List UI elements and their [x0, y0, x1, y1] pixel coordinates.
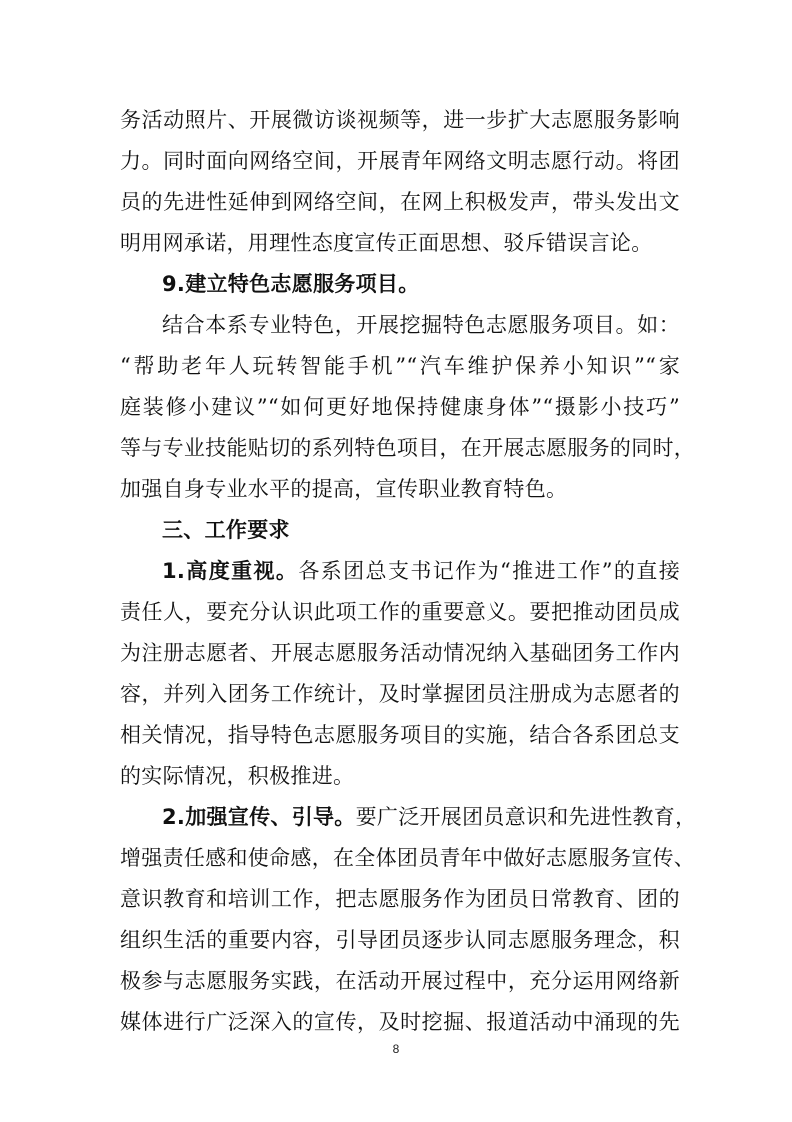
text-line: 为注册志愿者、开展志愿服务活动情况纳入基础团务工作内	[120, 641, 680, 665]
text-line: 媒体进行广泛深入的宣传，及时挖掘、报道活动中涌现的先	[120, 1010, 680, 1034]
text-line: 等与专业技能贴切的系列特色项目，在开展志愿服务的同时，	[120, 436, 696, 460]
req2-bold-lead: 2.加强宣传、引导。	[162, 805, 356, 829]
text-line: 明用网承诺，用理性态度宣传正面思想、驳斥错误言论。	[120, 231, 653, 255]
req1-first-rest: 各系团总支书记作为“推进工作”的直接	[298, 559, 680, 583]
text-line: 员的先进性延伸到网络空间，在网上积极发声，带头发出文	[120, 190, 680, 214]
item9-heading: 9.建立特色志愿服务项目。	[162, 272, 420, 296]
page-number: 8	[392, 1042, 400, 1056]
req1-first-line	[162, 553, 680, 589]
text-line: 意识教育和培训工作，把志愿服务作为团员日常教育、团的	[120, 887, 680, 911]
text-line: 庭装修小建议”“如何更好地保持健康身体”“摄影小技巧”	[120, 395, 680, 419]
req2-first-line	[162, 799, 697, 835]
text-line: 增强责任感和使命感，在全体团员青年中做好志愿服务宣传、	[120, 846, 696, 870]
text-line: 力。同时面向网络空间，开展青年网络文明志愿行动。将团	[120, 149, 680, 173]
text-line: 务活动照片、开展微访谈视频等，进一步扩大志愿服务影响	[120, 108, 680, 132]
text-line: 加强自身专业水平的提高，宣传职业教育特色。	[120, 477, 568, 501]
text-line: 责任人，要充分认识此项工作的重要意义。要把推动团员成	[120, 600, 680, 624]
req2-first-rest: 要广泛开展团员意识和先进性教育，	[355, 805, 697, 829]
text-line: 极参与志愿服务实践，在活动开展过程中，充分运用网络新	[120, 969, 680, 993]
section-heading: 三、工作要求	[162, 518, 290, 542]
text-line: 容，并列入团务工作统计，及时掌握团员注册成为志愿者的	[120, 682, 680, 706]
text-line: 的实际情况，积极推进。	[120, 764, 355, 788]
text-line: 组织生活的重要内容，引导团员逐步认同志愿服务理念，积	[120, 928, 680, 952]
text-line: 相关情况，指导特色志愿服务项目的实施，结合各系团总支	[120, 723, 680, 747]
text-line: “帮助老年人玩转智能手机”“汽车维护保养小知识”“家	[120, 354, 680, 378]
text-line: 结合本系专业特色，开展挖掘特色志愿服务项目。如：	[162, 313, 680, 337]
req1-bold-lead: 1.高度重视。	[162, 559, 299, 583]
